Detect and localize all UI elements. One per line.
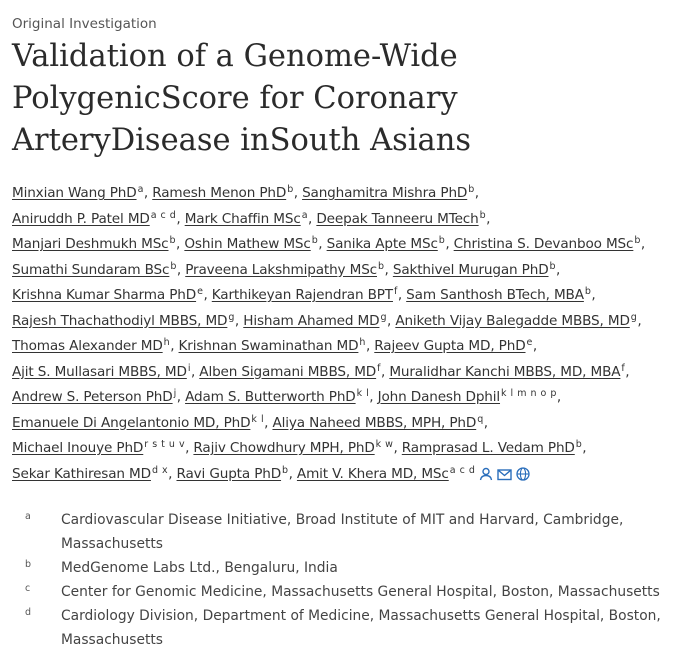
affiliation-item (25, 556, 662, 580)
affiliation-marker[interactable]: f (621, 362, 626, 374)
author-name[interactable]: Sanghamitra Mishra PhD (302, 185, 468, 201)
affiliation-marker[interactable]: b (311, 235, 319, 246)
affiliation-mark: a (25, 511, 31, 522)
author-link[interactable] (12, 185, 144, 201)
affiliation-marker[interactable]: f (377, 362, 381, 374)
author-name[interactable]: Mark Chaffin MSc (184, 210, 301, 227)
affiliation-marker[interactable]: k w (375, 439, 394, 450)
author-link[interactable] (402, 440, 583, 456)
author-link[interactable] (316, 211, 486, 227)
author-name[interactable]: Sumathi Sundaram BSc (12, 261, 170, 278)
author-link[interactable] (406, 287, 591, 303)
author-link[interactable] (12, 287, 203, 303)
affiliation-marker[interactable]: a (301, 209, 309, 221)
author-name[interactable]: Ramesh Menon PhD (152, 185, 287, 201)
affiliation-text: Cardiology Division, Department of Medicine, Massachusetts General Hospital, Boston, Massachusetts (61, 608, 661, 648)
affiliation-marker[interactable]: b (584, 286, 592, 297)
author-name[interactable]: Aliya Naheed MBBS, MPH, PhD (272, 414, 477, 431)
author-link[interactable] (176, 466, 288, 482)
affiliation-item (25, 580, 662, 604)
author-name[interactable]: Thomas Alexander MD (12, 338, 163, 354)
author-link[interactable] (378, 389, 557, 405)
author-link[interactable] (12, 364, 191, 380)
author-link[interactable] (212, 287, 398, 303)
article-type: Original Investigation (12, 16, 157, 32)
author-link[interactable] (12, 466, 168, 482)
affiliation-marker[interactable]: f (393, 286, 398, 297)
author-link[interactable] (297, 466, 475, 482)
author-name[interactable]: Praveena Lakshmipathy MSc (185, 261, 377, 278)
affiliation-mark: d (25, 607, 32, 618)
affiliation-marker[interactable]: b (549, 260, 557, 272)
affiliation-marker[interactable]: i (187, 362, 191, 374)
author-link[interactable] (12, 440, 185, 456)
affiliation-marker[interactable]: q (477, 413, 484, 425)
affiliation-marker[interactable]: d x (151, 464, 169, 476)
author-name[interactable]: Ajit S. Mullasari MBBS, MD (12, 363, 187, 380)
globe-icon[interactable] (516, 467, 530, 481)
author-name[interactable]: Sakthivel Murugan PhD (392, 261, 549, 278)
author-name[interactable]: Sanika Apte MSc (326, 236, 438, 252)
affiliation-marker[interactable]: b (468, 184, 475, 195)
affiliation-marker[interactable]: h (359, 337, 366, 348)
author-link[interactable] (185, 262, 384, 278)
affiliation-item (25, 604, 662, 652)
affiliation-marker[interactable]: b (634, 235, 641, 246)
author-name[interactable]: Aniketh Vijay Balegadde MBBS, MD (395, 312, 630, 329)
affiliation-marker[interactable]: b (169, 235, 177, 246)
affiliation-marker[interactable]: b (378, 260, 385, 272)
affiliation-marker[interactable]: g (380, 311, 387, 323)
author-name[interactable]: Alben Sigamani MBBS, MD (199, 363, 377, 380)
affiliation-marker[interactable]: k l (356, 388, 370, 399)
author-link[interactable] (12, 236, 176, 252)
affiliation-marker[interactable]: g (630, 311, 638, 323)
author-link[interactable] (12, 211, 176, 227)
envelope-icon[interactable] (497, 468, 512, 481)
author-name[interactable]: Muralidhar Kanchi MBBS, MD, MBA (389, 363, 621, 380)
affiliation-marker[interactable]: b (282, 464, 289, 476)
author-name[interactable]: Andrew S. Peterson PhD (12, 389, 173, 405)
author-link[interactable] (454, 236, 641, 252)
author-name[interactable]: Ravi Gupta PhD (176, 465, 282, 482)
affiliation-mark: b (25, 559, 32, 570)
affiliation-marker[interactable]: k l m n o p (501, 388, 557, 399)
author-name[interactable]: Karthikeyan Rajendran BPT (211, 287, 393, 303)
author-name[interactable]: Oshin Mathew MSc (184, 236, 311, 252)
author-link[interactable] (272, 415, 483, 431)
author-name[interactable]: Aniruddh P. Patel MD (12, 210, 150, 227)
author-name[interactable]: Rajeev Gupta MD, PhD (374, 338, 526, 354)
author-link[interactable] (395, 313, 637, 329)
author-link[interactable] (374, 338, 533, 354)
author-name[interactable]: Michael Inouye PhD (12, 440, 144, 456)
author-name[interactable]: Krishna Kumar Sharma PhD (12, 287, 197, 303)
affiliation-marker[interactable]: r s t u v (144, 439, 186, 450)
author-name[interactable]: Krishnan Swaminathan MD (178, 338, 359, 354)
author-name[interactable]: Manjari Deshmukh MSc (12, 236, 169, 252)
author-link[interactable] (12, 415, 264, 431)
author-link[interactable] (184, 236, 318, 252)
affiliation-text: MedGenome Labs Ltd., Bengaluru, India (61, 560, 338, 576)
author-name[interactable]: Amit V. Khera MD, MSc (296, 465, 449, 482)
affiliation-list (25, 508, 662, 652)
affiliation-marker[interactable]: e (526, 337, 533, 348)
author-link[interactable] (389, 364, 625, 380)
affiliation-text: Center for Genomic Medicine, Massachusetts General Hospital, Boston, Massachusetts (61, 584, 660, 600)
author-link[interactable] (302, 185, 475, 201)
author-link[interactable] (199, 364, 381, 380)
author-name[interactable]: Minxian Wang PhD (12, 185, 137, 201)
author-name[interactable]: Deepak Tanneeru MTech (316, 210, 479, 227)
author-link[interactable] (185, 389, 369, 405)
author-name[interactable]: Rajesh Thachathodiyl MBBS, MD (12, 312, 228, 329)
affiliation-item (25, 508, 662, 556)
affiliation-marker[interactable]: k l (251, 413, 265, 425)
author-link[interactable] (193, 440, 393, 456)
author-name[interactable]: Adam S. Butterworth PhD (185, 389, 356, 405)
author-link[interactable] (152, 185, 293, 201)
affiliation-marker[interactable]: h (163, 337, 171, 348)
author-name[interactable]: Hisham Ahamed MD (243, 312, 380, 329)
author-name[interactable]: Christina S. Devanboo MSc (453, 236, 634, 252)
corresponding-author-icons (479, 465, 534, 491)
affiliation-marker[interactable]: g (228, 311, 235, 323)
author-link[interactable] (243, 313, 387, 329)
affiliation-marker[interactable]: e (197, 286, 204, 297)
author-name[interactable]: Sam Santhosh BTech, MBA (406, 287, 584, 303)
affiliation-marker[interactable]: b (170, 260, 177, 272)
person-icon[interactable] (479, 467, 493, 481)
author-link[interactable] (12, 338, 170, 354)
author-link[interactable] (179, 338, 366, 354)
affiliation-marker[interactable]: b (479, 209, 487, 221)
affiliation-marker[interactable]: b (438, 235, 446, 246)
affiliation-marker[interactable]: a c d (449, 464, 476, 476)
author-name[interactable]: Emanuele Di Angelantonio MD, PhD (12, 414, 251, 431)
author-link[interactable] (393, 262, 556, 278)
author-name[interactable]: Ramprasad L. Vedam PhD (401, 440, 575, 456)
author-name[interactable]: Sekar Kathiresan MD (12, 465, 151, 482)
author-link[interactable] (12, 313, 235, 329)
author-link[interactable] (12, 262, 177, 278)
affiliation-text: Cardiovascular Disease Initiative, Broad Institute of MIT and Harvard, Cambridge, Massachusetts (61, 512, 624, 552)
author-name[interactable]: Rajiv Chowdhury MPH, PhD (193, 440, 375, 456)
affiliation-marker[interactable]: b (287, 184, 294, 195)
author-link[interactable] (12, 389, 177, 405)
affiliation-marker[interactable]: b (575, 439, 583, 450)
affiliation-marker[interactable]: j (173, 388, 177, 399)
author-list: Minxian Wang PhD$^a$, Ramesh Menon PhD$^b$, Sanghamitra Mishra PhD$^b$, Aniruddh P. Patel $MD^{a c d}$, Mark Chaffin MSc$^a$, Deepak Tanneeru MTech$^b$, Manjari Deshmukh MSc$^b$, Oshin Mathew MSc$^b$, Sanika Apte MSc$^b$, Christina S. Devanboo MSc$^b$, Sumathi Sundaram BSc$^b$, Praveena Lakshmipathy MSc$^b$, Sakthivel Murugan PhD$^b$, Krishna Kumar Sharma PhD$^e$, Karthikeyan Rajendran BPT$^f$, Sam Santhosh BTech, MBA$^b$, Rajesh Thachathodiyl MBBS, $MD^g$, Hisham Ahamed $MD^g$, Aniketh Vijay Balegadde MBBS, $MD^g$, Thomas Alexander $MD^h$, Krishnan Swaminathan $MD^h$, Rajeev Gupta MD, PhD$^e$, Ajit S. Mullasari MBBS, $MD^i$, Alben Sigamani MBBS, $MD^f$, Muralidhar Kanchi MBBS, MD, MBA$^f$, Andrew S. Peterson PhD$^j$, Adam S. Butterworth PhD$^{k l}$, John Danesh Dphil$^{k l m n o p}$, Emanuele Di Angelantonio MD, PhD$^{k l}$, Aliya Naheed MBBS, MPH, PhD$^q$, Michael Inouye PhD$^{r s t u v}$, Rajiv Chowdhury MPH, PhD$^{k w}$, Ramprasad L. Vedam PhD$^b$, Sekar Kathiresan $MD^{d x}$, Ravi Gupta PhD$^b$, Amit V. Khera MD, MSc$^{a c d}$ (12, 181, 677, 490)
author-name[interactable]: John Danesh Dphil (377, 389, 501, 405)
author-link[interactable] (185, 211, 308, 227)
author-link[interactable] (327, 236, 446, 252)
article-title: Validation of a Genome-Wide PolygenicScore for Coronary ArteryDisease inSouth Asians (12, 39, 472, 158)
affiliation-marker[interactable]: a c d (150, 209, 177, 221)
affiliation-marker[interactable]: a (137, 184, 144, 195)
affiliation-mark: c (25, 583, 31, 594)
